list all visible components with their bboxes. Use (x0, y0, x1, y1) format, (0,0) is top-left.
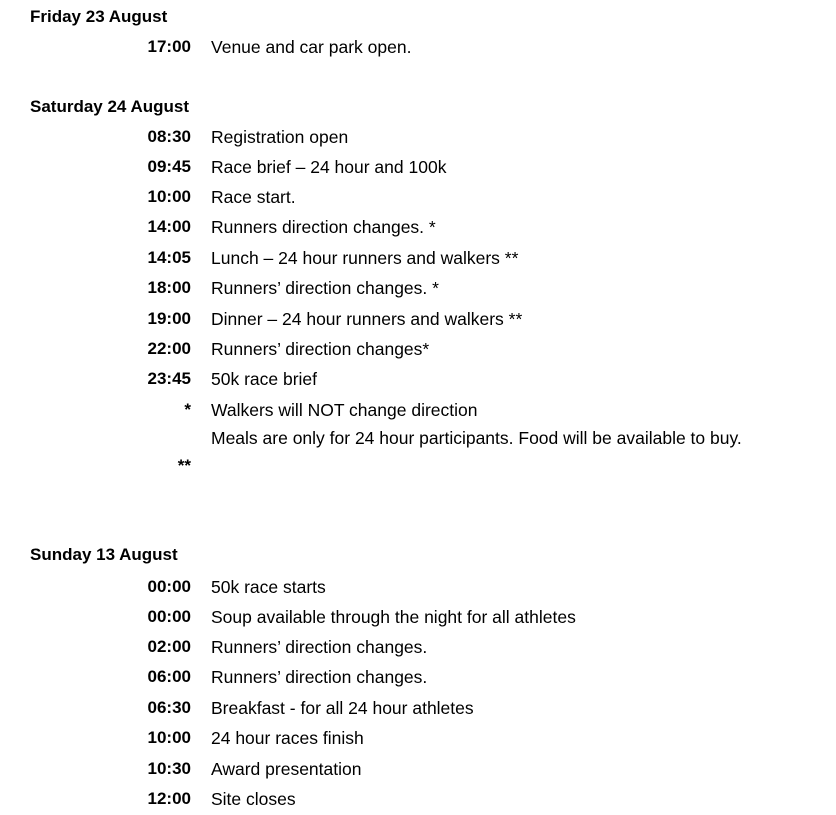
schedule-row (0, 275, 836, 301)
entry-description: Runners’ direction changes. * (211, 278, 439, 298)
entry-description: Runners’ direction changes. (211, 667, 428, 687)
entry-time: 12:00 (147, 789, 191, 808)
note-row (0, 397, 836, 423)
entry-description: Dinner – 24 hour runners and walkers ** (211, 309, 523, 329)
note-text: Meals are only for 24 hour participants. Food will be available to buy. (211, 428, 742, 448)
entry-description: Runners’ direction changes* (211, 339, 430, 359)
entry-description: 50k race starts (211, 577, 326, 597)
schedule-row (0, 756, 836, 782)
schedule-row (0, 154, 836, 180)
entry-description: Site closes (211, 789, 296, 809)
entry-time: 02:00 (147, 637, 191, 656)
schedule-row (0, 34, 836, 60)
entry-description: Runners’ direction changes. (211, 637, 428, 657)
entry-time: 09:45 (147, 157, 191, 176)
entry-description: Breakfast - for all 24 hour athletes (211, 698, 474, 718)
entry-time: 00:00 (147, 607, 191, 626)
schedule-row (0, 786, 836, 812)
entry-description: Venue and car park open. (211, 37, 412, 57)
entry-time: 14:05 (147, 248, 191, 267)
entry-time: 22:00 (147, 339, 191, 358)
entry-description: 24 hour races finish (211, 728, 364, 748)
entry-time: 14:00 (147, 217, 191, 236)
entry-time: 23:45 (147, 369, 191, 388)
note-row (0, 424, 836, 480)
entry-time: 00:00 (147, 577, 191, 596)
entry-time: 08:30 (147, 127, 191, 146)
schedule-row (0, 634, 836, 660)
schedule-row (0, 604, 836, 630)
entry-time: 17:00 (147, 37, 191, 56)
schedule-row (0, 695, 836, 721)
note-text: Walkers will NOT change direction (211, 400, 478, 420)
schedule-row (0, 366, 836, 392)
day-heading-saturday: Saturday 24 August (30, 97, 190, 116)
entry-description: Registration open (211, 127, 349, 147)
note-marker: ** (177, 456, 191, 475)
note-marker: * (184, 400, 191, 419)
schedule-row (0, 336, 836, 362)
schedule-row (0, 214, 836, 240)
entry-time: 10:00 (147, 728, 191, 747)
schedule-row (0, 725, 836, 751)
schedule-row (0, 574, 836, 600)
entry-time: 06:30 (147, 698, 191, 717)
schedule-row (0, 306, 836, 332)
entry-description: Award presentation (211, 759, 362, 779)
schedule-row (0, 184, 836, 210)
entry-description: Lunch – 24 hour runners and walkers ** (211, 248, 519, 268)
entry-time: 10:30 (147, 759, 191, 778)
entry-time: 19:00 (147, 309, 191, 328)
entry-description: Race brief – 24 hour and 100k (211, 157, 447, 177)
day-heading-friday: Friday 23 August (30, 7, 168, 26)
entry-time: 18:00 (147, 278, 191, 297)
schedule-row (0, 245, 836, 271)
entry-description: Soup available through the night for all athletes (211, 607, 576, 627)
entry-description: Runners direction changes. * (211, 217, 436, 237)
day-heading-sunday: Sunday 13 August (30, 545, 178, 564)
entry-time: 10:00 (147, 187, 191, 206)
entry-description: 50k race brief (211, 369, 318, 389)
schedule-row (0, 664, 836, 690)
entry-description: Race start. (211, 187, 296, 207)
schedule-row (0, 124, 836, 150)
entry-time: 06:00 (147, 667, 191, 686)
